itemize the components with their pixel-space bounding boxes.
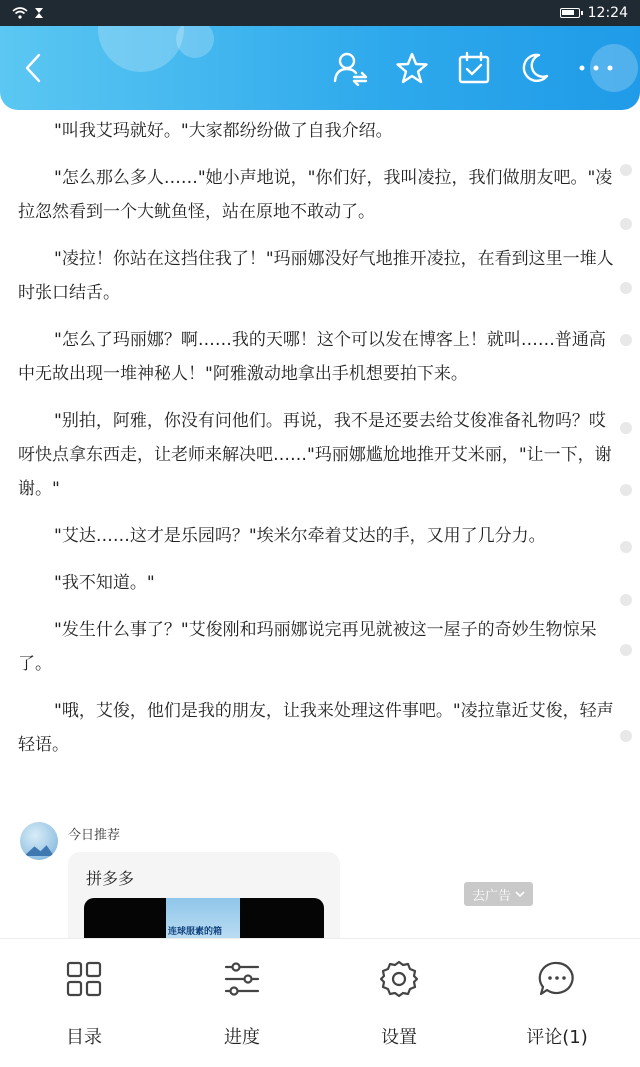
- nav-settings-label: 设置: [381, 1027, 417, 1048]
- page-indicator-dots: [620, 110, 632, 938]
- calendar-check-icon: [457, 51, 491, 85]
- battery-icon: [560, 8, 580, 18]
- night-mode-button[interactable]: [514, 48, 554, 88]
- nav-settings[interactable]: [349, 957, 449, 1049]
- paragraph: "怎么了玛丽娜？啊……我的天哪！这个可以发在博客上！就叫……普通高中无故出现一堆神秘人！"阿雅激动地拿出手机想要拍下来。: [18, 330, 606, 384]
- remove-ad-label: 去广告: [472, 888, 512, 904]
- chapter-content: [0, 110, 640, 938]
- status-time: 12:24: [587, 5, 628, 21]
- nav-comments[interactable]: [507, 957, 607, 1049]
- user-switch-icon: [332, 50, 368, 86]
- more-button[interactable]: [576, 48, 616, 88]
- paragraph: "哦，艾俊，他们是我的朋友，让我来处理这件事吧。"凌拉靠近艾俊，轻声轻语。: [18, 701, 614, 755]
- favorite-button[interactable]: [392, 48, 432, 88]
- reader-top-bar: [0, 26, 640, 110]
- grid-icon: [66, 961, 102, 997]
- switch-author-button[interactable]: [330, 48, 370, 88]
- nav-progress-label: 进度: [224, 1027, 260, 1048]
- paragraph: "艾达……这才是乐园吗？"埃米尔牵着艾达的手，又用了几分力。: [54, 526, 546, 546]
- back-button[interactable]: [14, 48, 54, 88]
- back-icon: [22, 52, 46, 84]
- sliders-icon: [224, 961, 260, 997]
- paragraph: "凌拉！你站在这挡住我了！"玛丽娜没好气地推开凌拉，在看到这里一堆人时张口结舌。: [18, 249, 614, 303]
- paragraph: "别拍，阿雅，你没有问他们。再说，我不是还要去给艾俊准备礼物吗？哎呀快点拿东西走，让老师来解决吧……"玛丽娜尴尬地推开艾米丽，"让一下，谢谢。": [18, 411, 612, 499]
- recommend-card[interactable]: [68, 852, 340, 952]
- star-icon: [395, 51, 429, 85]
- recommend-section: [20, 822, 620, 938]
- wifi-icon: [12, 7, 28, 19]
- recommend-label: 今日推荐: [68, 828, 121, 843]
- remove-ad-button[interactable]: [464, 882, 533, 906]
- paragraph: "叫我艾玛就好。"大家都纷纷做了自我介绍。: [54, 121, 393, 141]
- paragraph: "发生什么事了？"艾俊刚和玛丽娜说完再见就被这一屋子的奇妙生物惊呆了。: [18, 620, 597, 674]
- nav-comments-label: 评论(1): [526, 1027, 588, 1048]
- nav-catalog-label: 目录: [66, 1027, 102, 1048]
- avatar: [20, 822, 58, 860]
- nav-progress[interactable]: [192, 957, 292, 1049]
- moon-icon: [518, 52, 550, 84]
- nav-catalog[interactable]: [34, 957, 134, 1049]
- hourglass-icon: [34, 7, 44, 19]
- paragraph: "我不知道。": [54, 573, 155, 593]
- recommend-card-title: 拼多多: [86, 869, 135, 888]
- recommend-thumbnail-text: 连球服素的箱: [168, 927, 223, 937]
- chevron-down-icon: [515, 890, 525, 898]
- gear-icon: [380, 960, 418, 998]
- comment-icon: [538, 960, 576, 998]
- checkin-button[interactable]: [454, 48, 494, 88]
- reader-bottom-bar: [0, 938, 640, 1067]
- status-bar: [0, 0, 640, 26]
- paragraph: "怎么那么多人……"她小声地说，"你们好，我叫凌拉，我们做朋友吧。"凌拉忽然看到一个大鱿鱼怪，站在原地不敢动了。: [18, 168, 613, 222]
- more-icon: [578, 63, 614, 73]
